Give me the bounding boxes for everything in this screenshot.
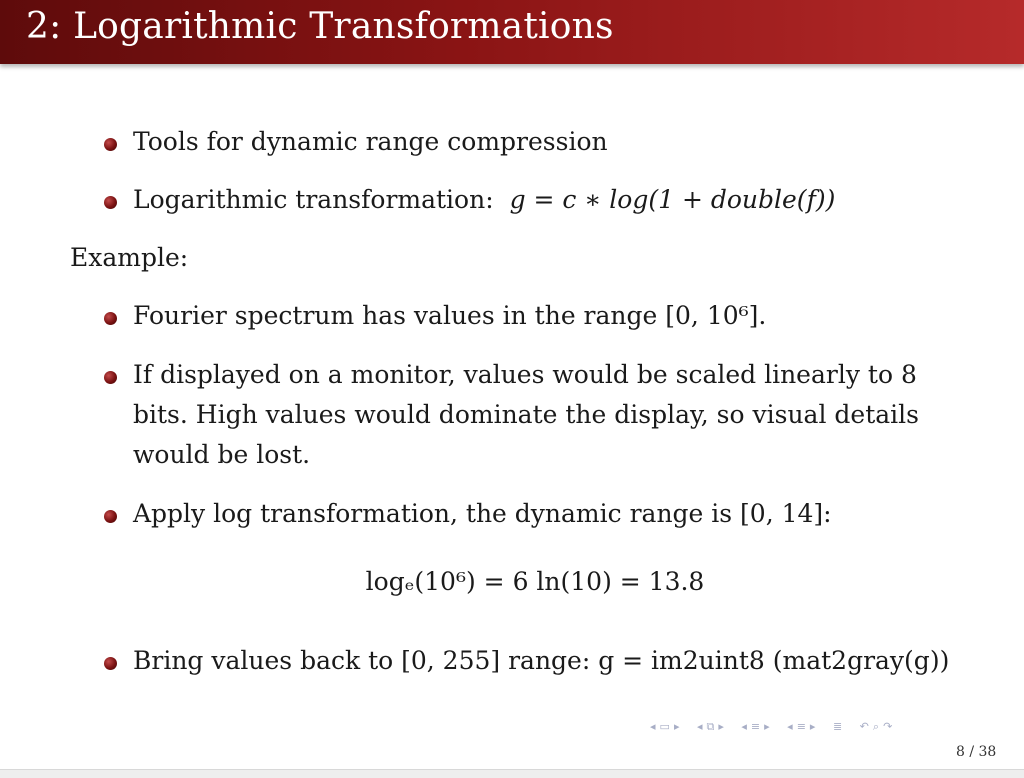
nav-subsection-prev-icon[interactable]: ◂ xyxy=(696,720,703,733)
bullet-text-1: Tools for dynamic range compression xyxy=(133,127,608,156)
page-number: 8 / 38 xyxy=(956,744,997,760)
log-formula: g = c ∗ log(1 + double(f)) xyxy=(509,185,836,214)
title-bar xyxy=(0,0,1024,64)
nav-search-icon[interactable]: ⌕ xyxy=(872,720,880,733)
nav-part-prev-icon[interactable]: ◂ xyxy=(787,720,793,733)
nav-frame-next-icon[interactable]: ▸ xyxy=(673,720,680,733)
bullet-label-2: Logarithmic transformation: xyxy=(133,185,494,214)
bullet-icon xyxy=(104,312,117,325)
nav-align-icon[interactable]: ≣ xyxy=(832,720,843,733)
bullet-icon xyxy=(104,657,117,670)
nav-section-icon[interactable]: ≡ xyxy=(750,720,761,733)
bullet-text-4: If displayed on a monitor, values would be scaled linearly to 8 bits. High values would dominate the display, so visual details would be lost. xyxy=(133,360,919,469)
bullet-text-2 xyxy=(133,180,835,220)
nav-part-icon[interactable]: ≡ xyxy=(796,720,806,733)
bullet-text-5: Apply log transformation, the dynamic range is [0, 14]: xyxy=(133,499,832,528)
nav-part-next-icon[interactable]: ▸ xyxy=(809,720,816,733)
bullet-text-6: Bring values back to [0, 255] range: g = im2uint8 (mat2gray(g)) xyxy=(133,646,950,675)
bullet-icon xyxy=(104,371,117,384)
navigation-bar xyxy=(650,720,896,740)
slide-title: 2: Logarithmic Transformations xyxy=(26,6,614,47)
nav-section-next-icon[interactable]: ▸ xyxy=(764,720,770,733)
example-label: Example: xyxy=(70,243,189,272)
nav-subsection-next-icon[interactable]: ▸ xyxy=(718,720,724,733)
bullet-text-3: Fourier spectrum has values in the range [0, 10⁶]. xyxy=(133,301,767,330)
nav-forward-icon[interactable]: ↷ xyxy=(883,720,893,733)
nav-frame-icon[interactable]: ▭ xyxy=(659,720,670,733)
bullet-icon xyxy=(104,138,117,151)
nav-frame-prev-icon[interactable]: ◂ xyxy=(650,720,656,733)
nav-back-icon[interactable]: ↶ xyxy=(859,720,869,733)
bullet-icon xyxy=(104,510,117,523)
log-equation: logₑ(10⁶) = 6 ln(10) = 13.8 xyxy=(365,567,705,596)
bullet-icon xyxy=(104,196,117,209)
nav-subsection-icon[interactable]: ⧉ xyxy=(706,720,715,733)
nav-section-prev-icon[interactable]: ◂ xyxy=(741,720,747,733)
